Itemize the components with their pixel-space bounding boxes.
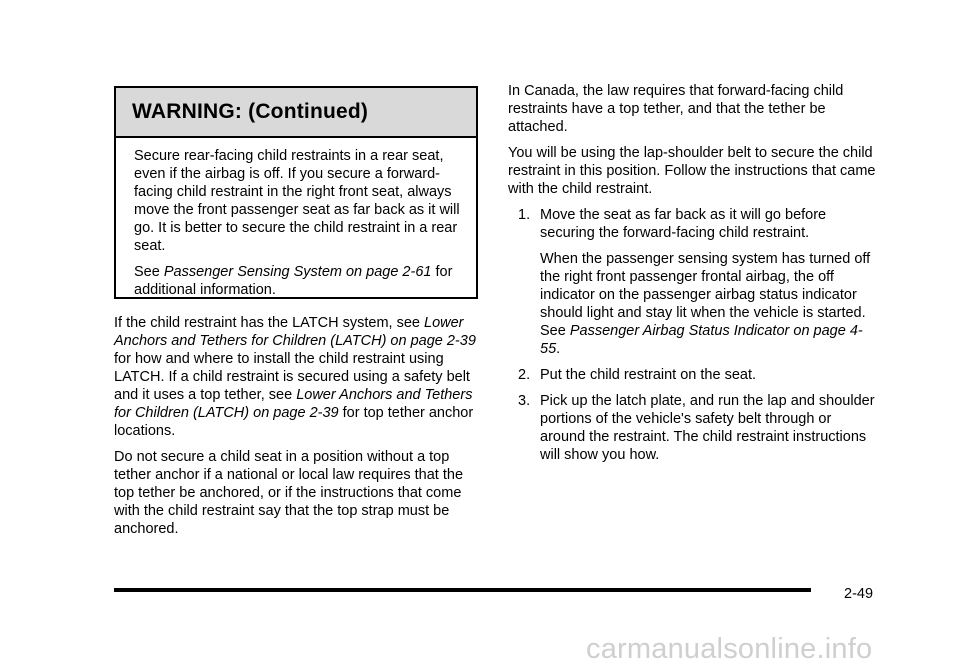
step-text: Move the seat as far back as it will go before securing the forward-facing child restraint. (540, 207, 827, 241)
latch-reference-link-2[interactable]: Lower Anchors and Tethers for Children (LATCH) on page 2-39 (114, 387, 473, 421)
warning-see-suffix: for additional information. (134, 264, 453, 298)
latch-text-3: for top tether anchor locations. (114, 405, 474, 439)
step-text: Pick up the latch plate, and run the lap and shoulder portions of the vehicle's safety belt through or around the restraint. The child restraint instructions will show you how. (540, 393, 875, 463)
step-item (508, 392, 878, 464)
latch-text-2: for how and where to install the child restraint using LATCH. If a child restraint is secured using a safety belt and it uses a top tether, see (114, 351, 470, 403)
step-note-text: When the passenger sensing system has turned off the right front passenger frontal airbag, the off indicator on the passenger airbag status indicator should light and stay lit when the vehicle is started. See (540, 251, 871, 339)
step-item (508, 366, 878, 384)
top-tether-paragraph: Do not secure a child seat in a position without a top tether anchor if a national or local law requires that the top tether be anchored, or if the instructions that come with the child restraint say that the top strap must be anchored. (114, 449, 464, 537)
warning-paragraph: Secure rear-facing child restraints in a rear seat, even if the airbag is off. If you secure a forward-facing child restraint in the right front seat, always move the front passenger seat as far back as it will go. It is better to secure the child restraint in a rear seat. (134, 148, 460, 254)
step-note (540, 250, 878, 358)
step-number: 3. (518, 393, 531, 409)
step-item (508, 206, 878, 358)
step-text: Put the child restraint on the seat. (540, 367, 757, 383)
airbag-indicator-reference-link[interactable]: Passenger Airbag Status Indicator on page 4-55 (540, 323, 863, 357)
latch-paragraph (114, 314, 478, 440)
steps-list (508, 206, 878, 464)
warning-cross-reference-link[interactable]: Passenger Sensing System on page 2-61 (163, 264, 432, 280)
warning-see-prefix: See (134, 264, 160, 280)
warning-see-paragraph (134, 263, 466, 299)
page-number: 2-49 (844, 586, 874, 602)
watermark: carmanualsonline.info (586, 633, 873, 665)
warning-title: WARNING: (Continued) (132, 100, 369, 123)
lap-shoulder-paragraph: You will be using the lap-shoulder belt to secure the child restraint in this position. Follow the instructions that came with the child restraint. (508, 145, 876, 197)
step-note-end: . (556, 341, 561, 357)
warning-body (116, 138, 476, 299)
latch-text-1: If the child restraint has the LATCH system, see (114, 315, 420, 331)
right-column (508, 82, 878, 472)
footer-rule (114, 588, 811, 592)
warning-header (116, 88, 476, 138)
latch-reference-link-1[interactable]: Lower Anchors and Tethers for Children (LATCH) on page 2-39 (114, 315, 476, 349)
canada-paragraph: In Canada, the law requires that forward-facing child restraints have a top tether, and that the tether be attached. (508, 83, 844, 135)
step-number: 2. (518, 367, 531, 383)
warning-box (114, 86, 478, 299)
left-column (114, 314, 478, 546)
step-number: 1. (518, 207, 531, 223)
